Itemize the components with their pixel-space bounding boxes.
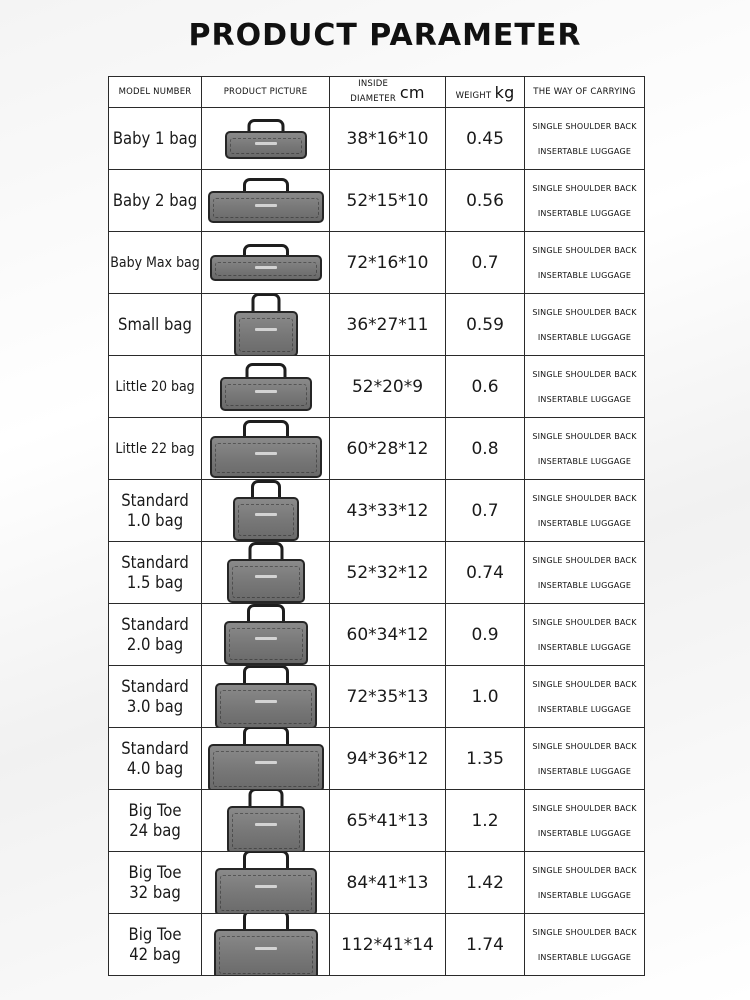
table-row (109, 108, 645, 170)
model-cell (109, 542, 202, 604)
bag-icon (210, 436, 322, 478)
brand-logo-icon (255, 575, 277, 578)
weight-cell (446, 356, 525, 418)
weight-value: 1.42 (466, 872, 504, 893)
dimensions-cell (330, 108, 446, 170)
dimensions-cell (330, 852, 446, 914)
model-cell (109, 356, 202, 418)
weight-value: 0.8 (471, 438, 499, 459)
carry-method-1: SINGLE SHOULDER BACK (532, 555, 637, 565)
weight-value: 0.56 (466, 190, 504, 211)
brand-logo-icon (255, 204, 277, 207)
carrying-cell (525, 790, 645, 852)
weight-cell (446, 480, 525, 542)
dimensions-value: 112*41*14 (341, 934, 434, 955)
model-cell (109, 852, 202, 914)
model-name: Big Toe 32 bag (128, 862, 182, 902)
dimensions-value: 94*36*12 (346, 748, 429, 769)
product-picture-cell (202, 604, 330, 666)
carry-method-1: SINGLE SHOULDER BACK (532, 493, 637, 503)
weight-cell (446, 852, 525, 914)
dimensions-value: 38*16*10 (346, 128, 429, 149)
weight-value: 1.2 (471, 810, 499, 831)
table-row (109, 480, 645, 542)
model-cell (109, 790, 202, 852)
carrying-cell (525, 170, 645, 232)
model-name: Baby Max bag (110, 254, 200, 271)
carrying-cell (525, 542, 645, 604)
bag-icon (233, 497, 299, 541)
product-picture-cell (202, 480, 330, 542)
model-name: Little 20 bag (115, 378, 195, 395)
weight-value: 0.74 (466, 562, 504, 583)
header-weight (446, 77, 525, 108)
brand-logo-icon (255, 452, 277, 455)
bag-icon (225, 131, 307, 159)
carry-method-2: INSERTABLE LUGGAGE (537, 580, 632, 590)
dimensions-cell (330, 604, 446, 666)
weight-value: 0.7 (471, 252, 499, 273)
weight-value: 1.0 (471, 686, 499, 707)
carrying-cell (525, 418, 645, 480)
bag-icon (208, 191, 324, 223)
carry-method-1: SINGLE SHOULDER BACK (532, 121, 637, 131)
bag-icon (215, 683, 317, 728)
carry-method-2: INSERTABLE LUGGAGE (537, 828, 632, 838)
model-name: Big Toe 42 bag (128, 924, 182, 964)
product-picture-cell (202, 852, 330, 914)
weight-cell (446, 170, 525, 232)
model-cell (109, 604, 202, 666)
weight-cell (446, 666, 525, 728)
product-picture-cell (202, 356, 330, 418)
carry-method-1: SINGLE SHOULDER BACK (532, 369, 637, 379)
weight-cell (446, 604, 525, 666)
model-cell (109, 294, 202, 356)
carry-method-2: INSERTABLE LUGGAGE (537, 704, 632, 714)
dimensions-cell (330, 170, 446, 232)
weight-value: 1.35 (466, 748, 504, 769)
model-cell (109, 914, 202, 976)
carrying-cell (525, 232, 645, 294)
bag-icon (227, 806, 305, 852)
header-carrying: THE WAY OF CARRYING (525, 77, 645, 108)
weight-value: 0.9 (471, 624, 499, 645)
dimensions-cell (330, 542, 446, 604)
model-name: Standard 4.0 bag (121, 738, 189, 778)
weight-value: 0.45 (466, 128, 504, 149)
product-picture-cell (202, 666, 330, 728)
model-cell (109, 666, 202, 728)
carry-method-1: SINGLE SHOULDER BACK (532, 183, 637, 193)
carrying-cell (525, 852, 645, 914)
weight-value: 0.7 (471, 500, 499, 521)
carry-method-2: INSERTABLE LUGGAGE (537, 890, 632, 900)
weight-value: 1.74 (466, 934, 504, 955)
carrying-cell (525, 914, 645, 976)
carry-method-2: INSERTABLE LUGGAGE (537, 518, 632, 528)
model-cell (109, 480, 202, 542)
bag-icon (234, 311, 298, 356)
dimensions-cell (330, 356, 446, 418)
dimensions-value: 72*16*10 (346, 252, 429, 273)
dimensions-cell (330, 418, 446, 480)
bag-icon (227, 559, 305, 603)
brand-logo-icon (255, 885, 277, 888)
table-row (109, 294, 645, 356)
weight-cell (446, 542, 525, 604)
product-picture-cell (202, 728, 330, 790)
table-row (109, 728, 645, 790)
carry-method-1: SINGLE SHOULDER BACK (532, 307, 637, 317)
brand-logo-icon (255, 266, 277, 269)
table-row (109, 604, 645, 666)
header-weight-unit: kg (494, 82, 515, 102)
carry-method-2: INSERTABLE LUGGAGE (537, 456, 632, 466)
weight-cell (446, 790, 525, 852)
carry-method-1: SINGLE SHOULDER BACK (532, 617, 637, 627)
model-cell (109, 418, 202, 480)
weight-cell (446, 914, 525, 976)
model-name: Small bag (118, 314, 192, 334)
product-picture-cell (202, 542, 330, 604)
carry-method-2: INSERTABLE LUGGAGE (537, 208, 632, 218)
dimensions-value: 52*15*10 (346, 190, 429, 211)
brand-logo-icon (255, 513, 277, 516)
dimensions-cell (330, 480, 446, 542)
model-cell (109, 728, 202, 790)
table-row (109, 356, 645, 418)
dimensions-value: 60*28*12 (346, 438, 429, 459)
product-picture-cell (202, 170, 330, 232)
carrying-cell (525, 294, 645, 356)
weight-cell (446, 232, 525, 294)
carry-method-1: SINGLE SHOULDER BACK (532, 431, 637, 441)
carrying-cell (525, 604, 645, 666)
header-inside-line2: DIAMETER (350, 94, 396, 104)
brand-logo-icon (255, 390, 277, 393)
carrying-cell (525, 666, 645, 728)
brand-logo-icon (255, 142, 277, 145)
carry-method-2: INSERTABLE LUGGAGE (537, 952, 632, 962)
brand-logo-icon (255, 823, 277, 826)
table-row (109, 232, 645, 294)
product-parameter-table (108, 76, 645, 976)
model-cell (109, 232, 202, 294)
table-row (109, 790, 645, 852)
model-cell (109, 170, 202, 232)
carry-method-1: SINGLE SHOULDER BACK (532, 927, 637, 937)
carry-method-1: SINGLE SHOULDER BACK (532, 245, 637, 255)
dimensions-cell (330, 232, 446, 294)
bag-icon (220, 377, 312, 411)
brand-logo-icon (255, 761, 277, 764)
model-name: Standard 3.0 bag (121, 676, 189, 716)
brand-logo-icon (255, 947, 277, 950)
product-picture-cell (202, 232, 330, 294)
dimensions-value: 36*27*11 (346, 314, 429, 335)
dimensions-value: 60*34*12 (346, 624, 429, 645)
product-picture-cell (202, 108, 330, 170)
model-name: Big Toe 24 bag (128, 800, 182, 840)
bag-icon (208, 744, 324, 790)
product-picture-cell (202, 914, 330, 976)
carry-method-2: INSERTABLE LUGGAGE (537, 146, 632, 156)
header-inside-diameter (330, 77, 446, 108)
carrying-cell (525, 108, 645, 170)
carry-method-1: SINGLE SHOULDER BACK (532, 679, 637, 689)
carry-method-2: INSERTABLE LUGGAGE (537, 642, 632, 652)
brand-logo-icon (255, 328, 277, 331)
carry-method-2: INSERTABLE LUGGAGE (537, 270, 632, 280)
carrying-cell (525, 728, 645, 790)
header-inside-line1: INSIDE (358, 79, 389, 89)
carry-method-2: INSERTABLE LUGGAGE (537, 332, 632, 342)
product-picture-cell (202, 418, 330, 480)
page-title: PRODUCT PARAMETER (188, 18, 582, 53)
product-picture-cell (202, 294, 330, 356)
model-name: Standard 2.0 bag (121, 614, 189, 654)
product-picture-cell (202, 790, 330, 852)
dimensions-value: 52*32*12 (346, 562, 429, 583)
header-picture: PRODUCT PICTURE (202, 77, 330, 108)
carry-method-1: SINGLE SHOULDER BACK (532, 741, 637, 751)
dimensions-value: 72*35*13 (346, 686, 429, 707)
weight-cell (446, 108, 525, 170)
table-row (109, 418, 645, 480)
carry-method-2: INSERTABLE LUGGAGE (537, 394, 632, 404)
dimensions-cell (330, 294, 446, 356)
model-name: Standard 1.5 bag (121, 552, 189, 592)
dimensions-value: 52*20*9 (351, 376, 424, 397)
dimensions-cell (330, 790, 446, 852)
weight-value: 0.6 (471, 376, 499, 397)
dimensions-value: 65*41*13 (346, 810, 429, 831)
header-row (109, 77, 645, 108)
header-model: MODEL NUMBER (109, 77, 202, 108)
carry-method-2: INSERTABLE LUGGAGE (537, 766, 632, 776)
weight-cell (446, 294, 525, 356)
table-row (109, 666, 645, 728)
weight-cell (446, 418, 525, 480)
bag-icon (224, 621, 308, 665)
model-name: Standard 1.0 bag (121, 490, 189, 530)
weight-value: 0.59 (466, 314, 504, 335)
dimensions-cell (330, 666, 446, 728)
model-name: Baby 2 bag (112, 190, 198, 210)
dimensions-cell (330, 914, 446, 976)
table-row (109, 542, 645, 604)
carrying-cell (525, 480, 645, 542)
dimensions-cell (330, 728, 446, 790)
header-inside-unit: cm (399, 82, 425, 102)
weight-cell (446, 728, 525, 790)
dimensions-value: 84*41*13 (346, 872, 429, 893)
bag-icon (215, 868, 317, 914)
carry-method-1: SINGLE SHOULDER BACK (532, 803, 637, 813)
carry-method-1: SINGLE SHOULDER BACK (532, 865, 637, 875)
table-row (109, 914, 645, 976)
brand-logo-icon (255, 700, 277, 703)
table-row (109, 852, 645, 914)
model-name: Baby 1 bag (112, 128, 198, 148)
brand-logo-icon (255, 637, 277, 640)
model-cell (109, 108, 202, 170)
carrying-cell (525, 356, 645, 418)
bag-icon (214, 929, 318, 976)
dimensions-value: 43*33*12 (346, 500, 429, 521)
model-name: Little 22 bag (115, 440, 195, 457)
table-row (109, 170, 645, 232)
header-weight-label: WEIGHT (455, 90, 492, 101)
